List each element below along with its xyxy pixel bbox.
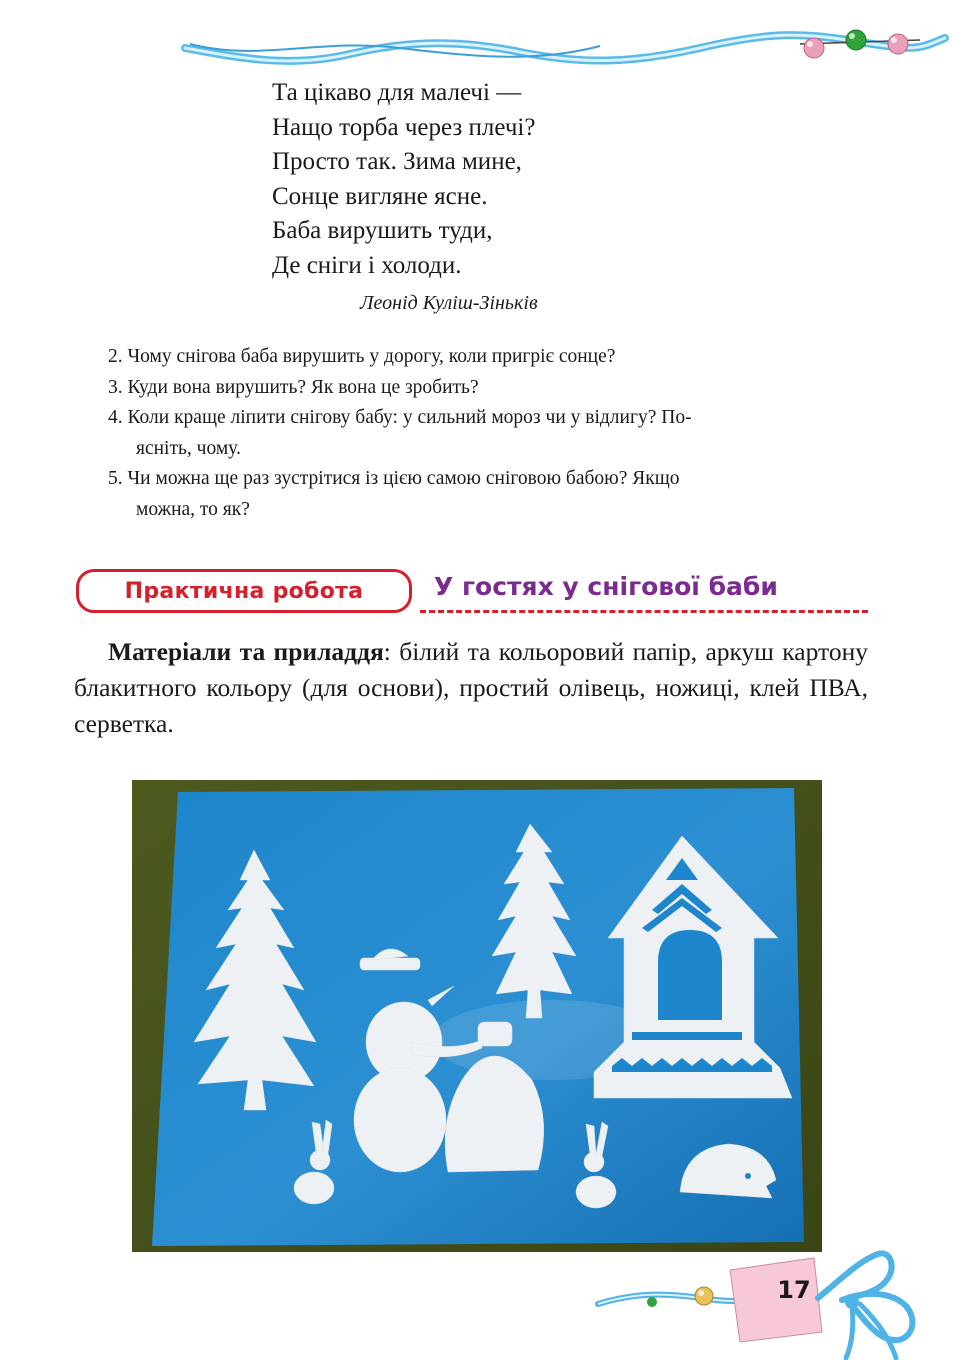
poem-line: Просто так. Зима мине,: [272, 148, 522, 175]
question-number: 2.: [108, 346, 123, 367]
question-text-continued: ясніть, чому.: [136, 437, 241, 459]
poem: [272, 76, 692, 283]
materials-paragraph: [74, 634, 868, 742]
question-text-continued: можна, то як?: [136, 498, 250, 520]
question-number: 5.: [108, 468, 123, 489]
question-item: [108, 464, 868, 525]
poem-line: Де сніги і холоди.: [272, 251, 462, 279]
question-number: 4.: [108, 407, 123, 428]
top-ribbon-icon: [180, 18, 950, 78]
paper-cut-winter-scene-photo: [132, 780, 822, 1252]
question-item: [108, 373, 868, 404]
poem-line: Баба вирушить туди,: [272, 217, 493, 244]
poem-line: Та цікаво для малечі —: [272, 79, 522, 106]
page-number: 17: [777, 1276, 811, 1304]
question-text: Чому снігова баба вирушить у дорогу, коли пригріє сонце?: [127, 346, 616, 367]
question-text: Куди вона вирушить? Як вона це зробить?: [127, 376, 479, 398]
practical-work-badge: Практична робота: [76, 569, 412, 613]
materials-text: : білий та кольоровий папір, аркуш картону блакитного кольору (для основи), простий олівець, ножиці, клей ПВА, серветка.: [74, 637, 868, 738]
question-item: [108, 342, 868, 373]
question-text: Чи можна ще раз зустрітися із цією самою сніговою бабою? Якщо: [127, 468, 680, 489]
poem-author: Леонід Куліш-Зіньків: [360, 292, 538, 314]
poem-line: Нащо торба через плечі?: [272, 113, 536, 141]
question-number: 3.: [108, 376, 123, 398]
poem-line: Сонце вигляне ясне.: [272, 182, 488, 210]
title-dashed-underline: [420, 610, 868, 613]
question-text: Коли краще ліпити снігову бабу: у сильний мороз чи у відлигу? По-: [127, 407, 692, 428]
materials-label: Матеріали та приладдя: [108, 637, 384, 666]
questions-list: [108, 342, 868, 525]
question-item: [108, 403, 868, 464]
practical-work-title: У гостях у снігової баби: [434, 572, 778, 601]
